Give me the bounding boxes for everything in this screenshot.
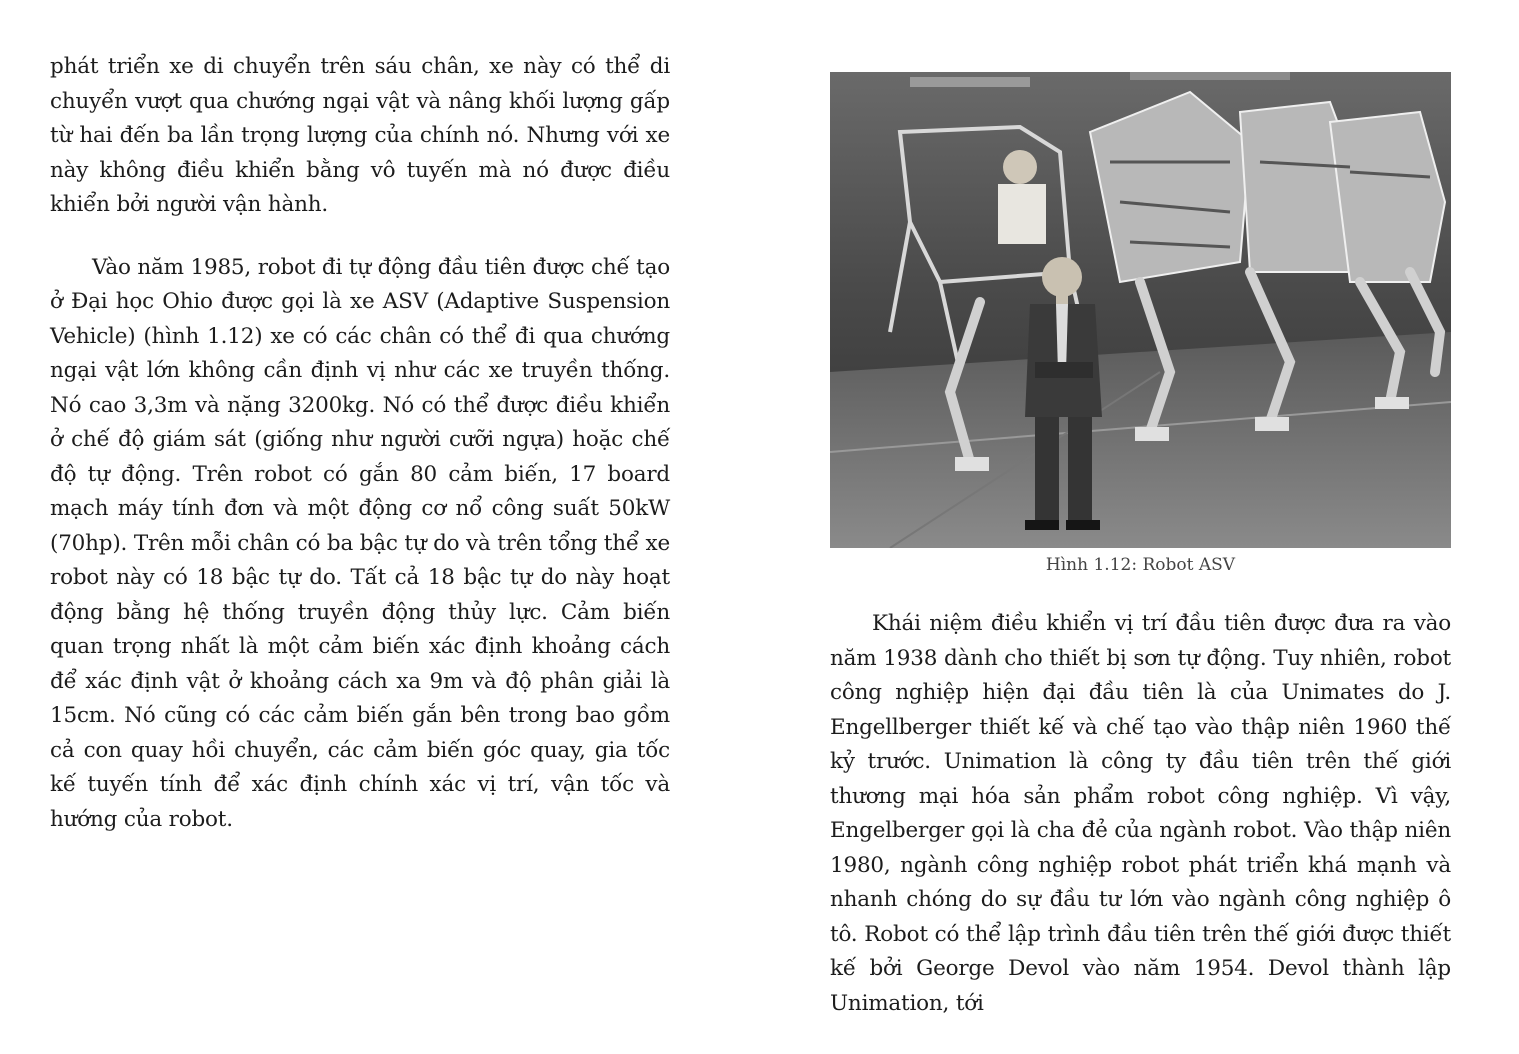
right-paragraph-1: Khái niệm điều khiển vị trí đầu tiên được đưa ra vào năm 1938 dành cho thiết bị sơn tự động. Tuy nhiên, robot công nghiệp hiện đại đầu tiên là của Unimates do J. Engellberger thiết kế và chế tạo vào thập niên 1960 thế kỷ trước. Unimation là công ty đầu tiên trên thế giới thương mại hóa sản phẩm robot công nghiệp. Vì vậy, Engelberger gọi là cha đẻ của ngành robot. Vào thập niên 1980, ngành công nghiệp robot phát triển khá mạnh và nhanh chóng do sự đầu tư lớn vào ngành công nghiệp ô tô. Robot có thể lập trình đầu tiên trên thế giới được thiết kế bởi George Devol vào năm 1954. Devol thành lập Unimation, tới — [830, 611, 1451, 1016]
paragraph-gap — [50, 223, 670, 251]
right-page — [830, 72, 1451, 1021]
right-text-block — [830, 607, 1451, 1021]
left-paragraph-2: Vào năm 1985, robot đi tự động đầu tiên được chế tạo ở Đại học Ohio được gọi là xe ASV (Adaptive Suspension Vehicle) (hình 1.12) xe có các chân có thể đi qua chướng ngại vật lớn không cần định vị như các xe truyền thống. Nó cao 3,3m và nặng 3200kg. Nó có thể được điều khiển ở chế độ giám sát (giống như người cưỡi ngựa) hoặc chế độ tự động. Trên robot có gắn 80 cảm biến, 17 board mạch máy tính đơn và một động cơ nổ công suất 50kW (70hp). Trên mỗi chân có ba bậc tự do và trên tổng thể xe robot này có 18 bậc tự do. Tất cả 18 bậc tự do này hoạt động bằng hệ thống truyền động thủy lực. Cảm biến quan trọng nhất là một cảm biến xác định khoảng cách để xác định vật ở khoảng cách xa 9m và độ phân giải là 15cm. Nó cũng có các cảm biến gắn bên trong bao gồm cả con quay hồi chuyển, các cảm biến góc quay, gia tốc kế tuyến tính để xác định chính xác vị trí, vận tốc và hướng của robot. — [50, 254, 670, 832]
figure-robot-asv-photo — [830, 72, 1451, 548]
left-paragraph-1: phát triển xe di chuyển trên sáu chân, xe này có thể di chuyển vượt qua chướng ngại vật và nâng khối lượng gấp từ hai đến ba lần trọng lượng của chính nó. Nhưng với xe này không điều khiển bằng vô tuyến mà nó được điều khiển bởi người vận hành. — [50, 54, 670, 217]
left-page — [50, 50, 670, 837]
figure-caption: Hình 1.12: Robot ASV — [1045, 555, 1236, 575]
